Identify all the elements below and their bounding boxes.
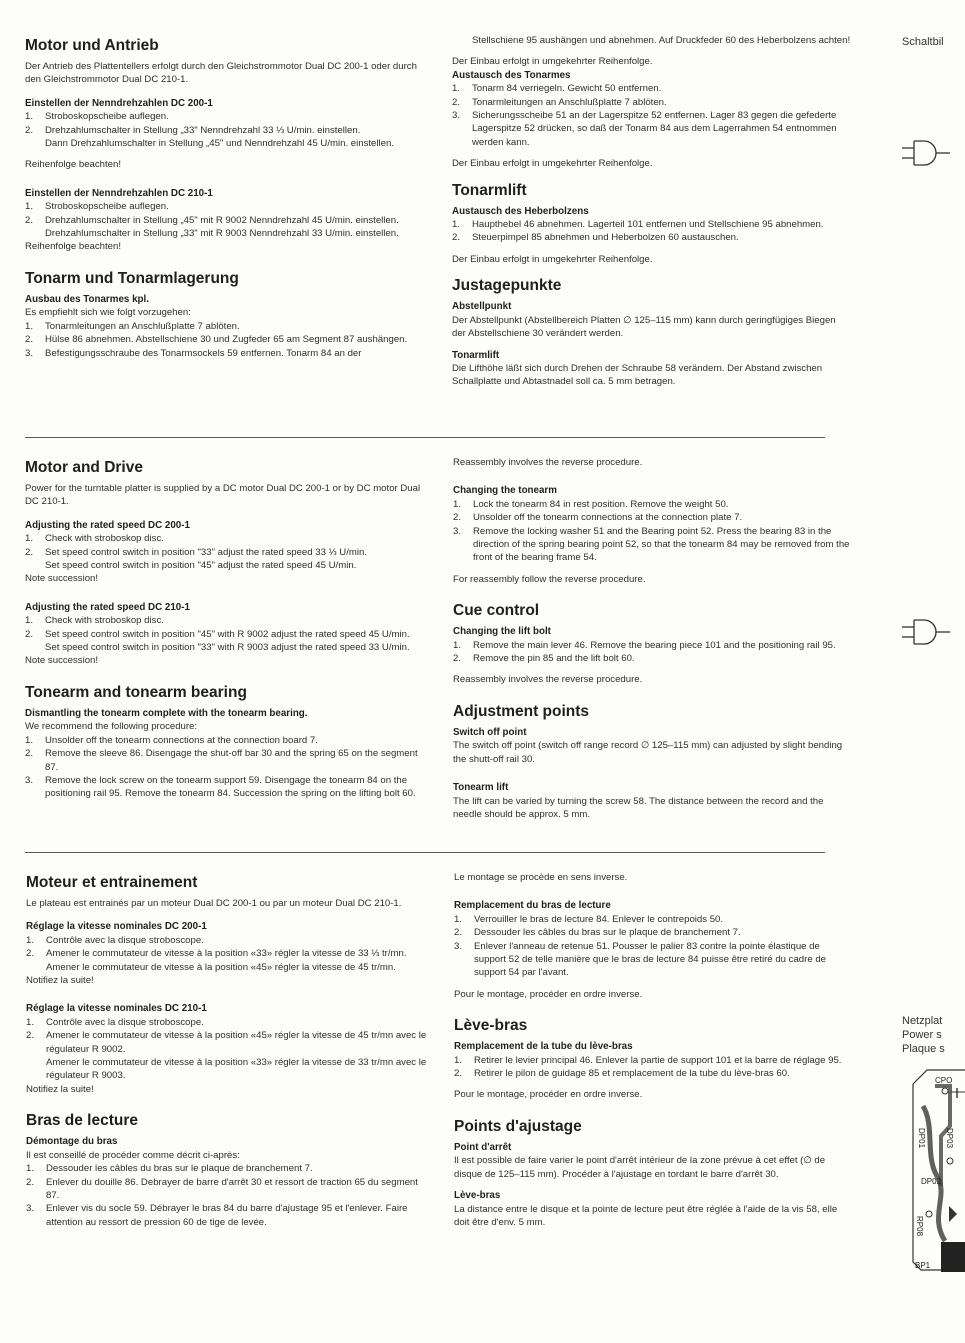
- list-item-text: Set speed control switch in position "45" with R 9002 adjust the rated speed 45 U/min.: [45, 628, 410, 640]
- spacer: [25, 668, 425, 683]
- subheading: Switch off point: [453, 726, 527, 738]
- section-heading: Tonarm und Tonarmlagerung: [25, 269, 239, 287]
- subheading: Point d'arrêt: [454, 1141, 512, 1153]
- list-continuation: Amener le commutateur de vitesse à la position «45» régler la vitesse de 45 tr/mn.: [46, 961, 396, 973]
- spacer: [25, 172, 423, 187]
- list-number: 2.: [25, 124, 34, 136]
- list-number: 1.: [25, 111, 34, 123]
- list-item-text: Enlever l'anneau de retenue 51. Pousser le palier 83 contre la pointe élastique de support 52 de telle manière que le bras de lecture 84 puisse être retiré du cadre de support 54 par l'avant.: [474, 940, 826, 979]
- spacer: [25, 87, 423, 97]
- list-item-text: Check with stroboskop disc.: [45, 533, 164, 545]
- section-divider: [25, 852, 825, 853]
- spacer: [452, 149, 852, 157]
- power-board-caption-fr: Plaque s: [902, 1043, 945, 1055]
- list-item: [25, 734, 425, 747]
- section-heading: Motor and Drive: [25, 459, 143, 476]
- list-item-text: Retirer le pilon de guidage 85 et remplacement de la tube du lève-bras 60.: [474, 1068, 790, 1080]
- pcb-label: BP1: [915, 1261, 931, 1270]
- list-number: 1.: [454, 913, 463, 925]
- list-number: 1.: [452, 219, 461, 231]
- list-item: [26, 934, 427, 947]
- de-left-column: [25, 36, 423, 360]
- list-item-text: Amener le commutateur de vitesse à la position «33» régler la vitesse de 33 ⅓ tr/mn.: [46, 948, 407, 960]
- paragraph: Il est conseillé de procéder comme décrit ci-après:: [26, 1149, 240, 1161]
- fr-left-column: [26, 873, 427, 1229]
- list-continuation: Set speed control switch in position "45" adjust the rated speed 45 U/min.: [45, 560, 357, 572]
- paragraph: Der Einbau erfolgt in umgekehrter Reihenfolge.: [452, 158, 653, 170]
- spacer: [25, 586, 425, 601]
- list-number: 2.: [25, 628, 34, 640]
- spacer: [26, 910, 427, 920]
- list-item: [25, 124, 423, 137]
- list-item: [26, 1202, 427, 1229]
- list-item: [25, 747, 425, 774]
- list-item: [454, 940, 854, 980]
- list-item-text: Tonarm 84 verriegeln. Gewicht 50 entfernen.: [472, 83, 662, 95]
- list-item: [25, 774, 425, 801]
- subheading: Changing the tonearm: [453, 485, 557, 497]
- paragraph: Power for the turntable platter is supplied by a DC motor Dual DC 200-1 or by DC motor Dual DC 210-1.: [25, 483, 421, 508]
- list-item: [26, 1016, 427, 1029]
- paragraph: Reassembly involves the reverse procedure.: [453, 674, 643, 686]
- list-continuation: Stellschiene 95 aushängen und abnehmen. Auf Druckfeder 60 des Heberbolzens achten!: [472, 35, 851, 46]
- list-number: 3.: [25, 774, 34, 786]
- pcb-label: DP03: [945, 1128, 954, 1149]
- list-number: 2.: [25, 214, 34, 226]
- paragraph: The lift can be varied by turning the screw 58. The distance between the record and the needle should be approx. 5 mm.: [453, 795, 824, 820]
- subheading: Adjusting the rated speed DC 210-1: [25, 601, 190, 613]
- paragraph: For reassembly follow the reverse procedure.: [453, 573, 646, 585]
- section-heading: Cue control: [453, 602, 540, 620]
- list-number: 1.: [26, 1016, 35, 1028]
- paragraph: Es empfiehlt sich wie folgt vorzugehen:: [25, 307, 191, 319]
- subheading: Remplacement de la tube du lève-bras: [454, 1041, 633, 1053]
- list-item-text: Remove the main lever 46. Remove the bearing piece 101 and the positioning rail 95.: [473, 639, 836, 651]
- list-item: [452, 109, 852, 149]
- power-board-caption: [902, 1014, 945, 1056]
- list-number: 2.: [454, 927, 463, 939]
- paragraph: Reassembly involves the reverse procedure.: [453, 457, 643, 468]
- paragraph: Note succession!: [25, 573, 99, 585]
- list-number: 1.: [26, 1163, 35, 1175]
- list-item: [454, 926, 854, 939]
- spacer: [453, 687, 853, 702]
- list-item: [25, 628, 425, 641]
- list-item: [25, 110, 423, 123]
- paragraph: Der Antrieb des Plattentellers erfolgt durch den Gleichstrommotor Dual DC 200-1 oder durch den Gleichstrommotor Dual DC 210-1.: [25, 61, 417, 86]
- list-item-text: Retirer le levier principal 46. Enlever la partie de support 101 et la barre de réglage 95.: [474, 1054, 842, 1066]
- list-number: 2.: [26, 1176, 35, 1188]
- list-item: [26, 947, 427, 960]
- list-item-text: Set speed control switch in position "33" adjust the rated speed 33 ⅓ U/min.: [45, 546, 367, 558]
- subheading: Einstellen der Nenndrehzahlen DC 210-1: [25, 187, 213, 199]
- spacer: [454, 1102, 854, 1117]
- list-item-text: Drehzahlumschalter in Stellung „33" Nenndrehzahl 33 ⅓ U/min. einstellen.: [45, 124, 361, 136]
- list-item-text: Amener le commutateur de vitesse à la position «45» régler la vitesse de 45 tr/mn avec le régulateur R 9002.: [46, 1030, 427, 1055]
- spacer: [452, 171, 852, 181]
- spacer: [453, 469, 853, 484]
- list-item-text: Dessouder les câbles du bras sur le plaque de branchement 7.: [474, 927, 741, 939]
- spacer: [452, 245, 852, 253]
- spacer: [25, 150, 423, 158]
- list-item-text: Dessouder les câbles du bras sur le plaque de branchement 7.: [46, 1163, 313, 1175]
- subheading: Remplacement du bras de lecture: [454, 900, 611, 912]
- de-right-column: [452, 34, 852, 389]
- list-number: 3.: [454, 940, 463, 952]
- section-heading: Tonarmlift: [452, 181, 527, 199]
- subheading: Tonearm lift: [453, 782, 509, 794]
- list-item-text: Stroboskopscheibe auflegen.: [45, 201, 169, 213]
- list-continuation: Drehzahlumschalter in Stellung „33" mit R 9003 Nenndrehzahl 33 U/min. einstellen.: [45, 228, 399, 240]
- paragraph: Der Einbau erfolgt in umgekehrter Reihenfolge.: [452, 56, 653, 68]
- pcb-label: RP08: [915, 1216, 924, 1237]
- subheading: Tonarmlift: [452, 349, 500, 361]
- subheading: Lève-bras: [454, 1190, 501, 1202]
- list-item: [26, 1029, 427, 1056]
- list-item: [25, 546, 425, 559]
- spacer: [26, 1096, 427, 1111]
- list-number: 1.: [453, 498, 462, 510]
- list-number: 2.: [26, 948, 35, 960]
- list-item: [454, 1067, 854, 1080]
- power-board-caption-en: Power s: [902, 1029, 942, 1041]
- list-item-text: Tonarmleitungen an Anschlußplatte 7 ablöten.: [45, 320, 240, 332]
- list-item: [453, 652, 853, 665]
- list-number: 1.: [25, 615, 34, 627]
- section-heading: Motor und Antrieb: [25, 37, 159, 54]
- spacer: [25, 509, 425, 519]
- paragraph: Le montage se procède en sens inverse.: [454, 872, 628, 883]
- list-item-text: Drehzahlumschalter in Stellung „45" mit R 9002 Nenndrehzahl 45 U/min. einstellen.: [45, 214, 399, 226]
- list-item: [25, 614, 425, 627]
- section-heading: Bras de lecture: [26, 1112, 138, 1130]
- paragraph: La distance entre le disque et la pointe de lecture peut être réglée à l'aide de la vis 58, elle doit être d'env. 5 mm.: [454, 1203, 838, 1228]
- spacer: [453, 586, 853, 601]
- list-item: [25, 347, 423, 360]
- list-item: [454, 1054, 854, 1067]
- list-item: [452, 218, 852, 231]
- list-item-text: Enlever vis du socle 59. Débrayer le bras 84 du barre d'ajustage 95 et l'enlever. Faire attention au ressort de pression 60 de tige de levée.: [46, 1203, 408, 1228]
- paragraph: Die Lifthöhe läßt sich durch Drehen der Schraube 58 verändern. Der Abstand zwischen Schallplatte und Abtastnadel soll ca. 5 mm betragen.: [452, 362, 823, 388]
- paragraph: The switch off point (switch off range record ∅ 125–115 mm) can adjusted by slight bending the shutt-off rail 30.: [453, 740, 843, 765]
- subheading: Abstellpunkt: [452, 301, 512, 313]
- list-item: [454, 913, 854, 926]
- subheading: Einstellen der Nenndrehzahlen DC 200-1: [25, 97, 213, 109]
- list-number: 3.: [453, 525, 462, 537]
- subheading: Ausbau des Tonarmes kpl.: [25, 293, 149, 305]
- section-heading: Lève-bras: [454, 1017, 528, 1035]
- spacer: [453, 766, 853, 781]
- list-item-text: Unsolder off the tonearm connections at the connection plate 7.: [473, 512, 743, 524]
- paragraph: Der Abstellpunkt (Abstellbereich Platten ∅ 125–115 mm) kann durch geringfügiges Biegen der Abstellschiene 30 verändert werden.: [452, 314, 836, 340]
- list-continuation: Set speed control switch in position "33" with R 9003 adjust the rated speed 33 U/min.: [45, 642, 410, 654]
- fr-right-column: [454, 871, 854, 1229]
- subheading: Austausch des Tonarmes: [452, 69, 571, 81]
- list-item: [26, 1176, 427, 1203]
- list-item-text: Befestigungsschraube des Tonarmsockels 59 entfernen. Tonarm 84 an der: [45, 347, 362, 359]
- list-item-text: Enlever du douille 86. Debrayer de barre d'arrêt 30 et ressort de traction 65 du segment 87.: [46, 1176, 418, 1201]
- list-number: 2.: [25, 546, 34, 558]
- section-divider: [25, 437, 825, 438]
- list-number: 2.: [26, 1030, 35, 1042]
- list-number: 2.: [25, 748, 34, 760]
- paragraph: Le plateau est entrainés par un moteur Dual DC 200-1 ou par un moteur Dual DC 210-1.: [26, 898, 402, 909]
- list-item-text: Check with stroboskop disc.: [45, 615, 164, 627]
- paragraph: Reihenfolge beachten!: [25, 159, 122, 171]
- spacer: [453, 565, 853, 573]
- list-item-text: Contrôle avec la disque stroboscope.: [46, 934, 204, 946]
- list-item-text: Steuerpimpel 85 abnehmen und Heberbolzen 60 austauschen.: [472, 232, 739, 244]
- list-number: 1.: [25, 533, 34, 545]
- list-number: 1.: [454, 1054, 463, 1066]
- spacer: [452, 47, 852, 55]
- list-item-text: Verrouiller le bras de lecture 84. Enlever le contrepoids 50.: [474, 913, 724, 925]
- list-number: 2.: [25, 334, 34, 346]
- paragraph: We recommend the following procedure:: [25, 721, 198, 733]
- paragraph: Der Einbau erfolgt in umgekehrter Reihenfolge.: [452, 253, 653, 265]
- list-number: 3.: [26, 1203, 35, 1215]
- list-number: 2.: [452, 232, 461, 244]
- subheading: Dismantling the tonearm complete with the tonearm bearing.: [25, 707, 308, 719]
- section-heading: Justagepunkte: [452, 277, 562, 295]
- list-item: [25, 214, 423, 227]
- list-number: 1.: [25, 201, 34, 213]
- subheading: Austausch des Heberbolzens: [452, 205, 589, 217]
- list-number: 1.: [452, 83, 461, 95]
- connector-symbol-icon: [900, 617, 950, 647]
- spacer: [25, 254, 423, 269]
- list-number: 2.: [452, 96, 461, 108]
- list-item-text: Unsolder off the tonearm connections at the connection board 7.: [45, 734, 318, 746]
- list-item-text: Remove the sleeve 86. Disengage the shut-off bar 30 and the spring 65 on the segment 87.: [45, 748, 418, 773]
- paragraph: Il est possible de faire varier le point d'arrêt intérieur de la zone prévue à cet effet (∅ de disque de 125–115 mm). Procéder à l'ajustage en tordant le barre d'arrêt 30.: [454, 1155, 826, 1180]
- subheading: Démontage du bras: [26, 1136, 118, 1148]
- pcb-label: DP01: [917, 1128, 926, 1149]
- pcb-label: DP02: [921, 1177, 942, 1186]
- list-item-text: Lock the tonearm 84 in rest position. Remove the weight 50.: [473, 498, 729, 510]
- pcb-layout-diagram: [905, 1066, 965, 1276]
- section-heading: Points d'ajustage: [454, 1117, 582, 1135]
- list-item: [452, 96, 852, 109]
- spacer: [454, 1001, 854, 1016]
- section-heading: Tonearm and tonearm bearing: [25, 683, 247, 701]
- subheading: Adjusting the rated speed DC 200-1: [25, 519, 190, 531]
- list-item-text: Remove the locking washer 51 and the Bearing point 52. Press the bearing 83 in the direction of the spring bearing point 52, so that the tonearm 84 may be removed from the front of the bearing frame 54.: [473, 525, 850, 564]
- list-item: [25, 320, 423, 333]
- connector-symbol-icon: [900, 138, 950, 168]
- paragraph: Notifiez la suite!: [26, 975, 94, 987]
- list-number: 2.: [453, 512, 462, 524]
- list-item: [453, 525, 853, 565]
- paragraph: Notifiez la suite!: [26, 1083, 94, 1095]
- list-item: [453, 639, 853, 652]
- list-number: 1.: [26, 934, 35, 946]
- paragraph: Note succession!: [25, 655, 99, 667]
- list-item-text: Sicherungsscheibe 51 an der Lagerspitze 52 entfernen. Lager 83 gegen die gefederte Lagerspitze 52 drücken, so daß der Tonarm 84 aus dem Lagerrahmen 54 entnommen werden kann.: [472, 110, 837, 148]
- list-number: 1.: [25, 734, 34, 746]
- spacer: [452, 341, 852, 349]
- list-number: 2.: [453, 653, 462, 665]
- list-item-text: Remove the lock screw on the tonearm support 59. Disengage the tonearm 84 on the positioning rail 95. Remove the tonearm 84. Succession the spring on the lifting bolt 60.: [45, 774, 416, 800]
- schematic-title: Schaltbil: [902, 36, 944, 48]
- en-left-column: [25, 458, 425, 801]
- spacer: [26, 987, 427, 1002]
- list-item-text: Contrôle avec la disque stroboscope.: [46, 1016, 204, 1028]
- pcb-label: CPO: [935, 1076, 953, 1085]
- section-heading: Moteur et entrainement: [26, 874, 198, 891]
- list-item-text: Stroboskopscheibe auflegen.: [45, 111, 169, 123]
- list-item-text: Haupthebel 46 abnehmen. Lagerteil 101 entfernen und Stellschiene 95 abnehmen.: [472, 219, 824, 231]
- en-right-column: [453, 456, 853, 821]
- list-item: [26, 1162, 427, 1175]
- list-item: [25, 532, 425, 545]
- list-continuation: Dann Drehzahlumschalter in Stellung „45" und Nenndrehzahl 45 U/min. einstellen.: [45, 138, 394, 150]
- list-continuation: Amener le commutateur de vitesse à la position «33» régler la vitesse de 33 tr/mn avec le régulateur R 9003.: [46, 1057, 427, 1082]
- list-item: [453, 498, 853, 511]
- list-number: 3.: [25, 347, 34, 359]
- list-item: [452, 82, 852, 95]
- spacer: [454, 884, 854, 899]
- list-item: [453, 511, 853, 524]
- spacer: [453, 665, 853, 673]
- spacer: [454, 980, 854, 988]
- spacer: [454, 1080, 854, 1088]
- list-number: 1.: [25, 320, 34, 332]
- paragraph: Reihenfolge beachten!: [25, 241, 122, 253]
- list-number: 1.: [453, 639, 462, 651]
- list-number: 2.: [454, 1068, 463, 1080]
- paragraph: Pour le montage, procéder en ordre inverse.: [454, 988, 643, 1000]
- list-number: 3.: [452, 110, 461, 122]
- power-board-caption-de: Netzplat: [902, 1015, 943, 1027]
- section-heading: Adjustment points: [453, 702, 590, 720]
- spacer: [452, 266, 852, 276]
- spacer: [454, 1181, 854, 1189]
- list-item: [25, 200, 423, 213]
- list-item-text: Remove the pin 85 and the lift bolt 60.: [473, 653, 635, 665]
- paragraph: Pour le montage, procéder en ordre inverse.: [454, 1089, 643, 1101]
- list-item: [25, 333, 423, 346]
- subheading: Réglage la vitesse nominales DC 210-1: [26, 1003, 207, 1015]
- subheading: Réglage la vitesse nominales DC 200-1: [26, 921, 207, 933]
- list-item: [452, 231, 852, 244]
- list-item-text: Hülse 86 abnehmen. Abstellschiene 30 und Zugfeder 65 am Segment 87 aushängen.: [45, 334, 408, 346]
- list-item-text: Tonarmleitungen an Anschlußplatte 7 ablöten.: [472, 96, 667, 108]
- subheading: Changing the lift bolt: [453, 626, 551, 638]
